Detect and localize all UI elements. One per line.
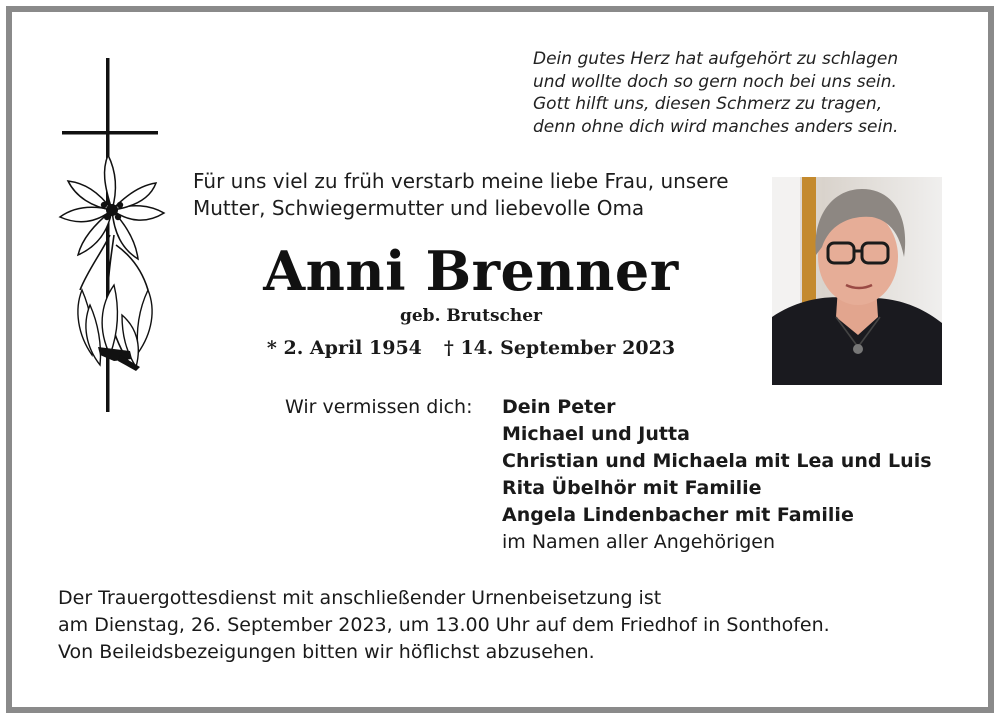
mourner-name: Christian und Michaela mit Lea und Luis xyxy=(502,450,932,472)
mourner-name: Dein Peter xyxy=(502,396,616,418)
deceased-name: Anni Brenner xyxy=(263,239,679,303)
mourner-name: Angela Lindenbacher mit Familie xyxy=(502,504,854,526)
portrait-photo xyxy=(772,177,942,385)
service-line: Der Trauergottesdienst mit anschließender Urnenbeisetzung ist xyxy=(58,587,662,609)
service-line: Von Beileidsbezeigungen bitten wir höflichst abzusehen. xyxy=(58,641,595,663)
intro-line: Für uns viel zu früh verstarb meine liebe Frau, unsere xyxy=(193,169,729,193)
mourners-label: Wir vermissen dich: xyxy=(285,396,473,418)
service-info xyxy=(58,585,958,666)
poem xyxy=(533,48,953,138)
death-date: † 14. September 2023 xyxy=(443,337,676,359)
born-name: geb. Brutscher xyxy=(399,306,543,326)
cross-with-edelweiss-icon xyxy=(52,55,172,421)
poem-line: Gott hilft uns, diesen Schmerz zu tragen, xyxy=(533,94,883,114)
intro-text xyxy=(193,168,763,222)
life-dates xyxy=(186,334,756,362)
mourner-name: Michael und Jutta xyxy=(502,423,690,445)
poem-line: Dein gutes Herz hat aufgehört zu schlagen xyxy=(533,49,899,69)
mourner-name: Rita Übelhör mit Familie xyxy=(502,477,762,499)
birth-date: * 2. April 1954 xyxy=(266,337,422,359)
mourners-list xyxy=(502,394,962,556)
poem-line: denn ohne dich wird manches anders sein. xyxy=(533,116,899,137)
intro-line: Mutter, Schwiegermutter und liebevolle Oma xyxy=(193,196,645,220)
poem-line: und wollte doch so gern noch bei uns sein. xyxy=(533,71,897,92)
mourners-closing: im Namen aller Angehörigen xyxy=(502,531,776,553)
service-line: am Dienstag, 26. September 2023, um 13.00 Uhr auf dem Friedhof in Sonthofen. xyxy=(58,614,830,636)
